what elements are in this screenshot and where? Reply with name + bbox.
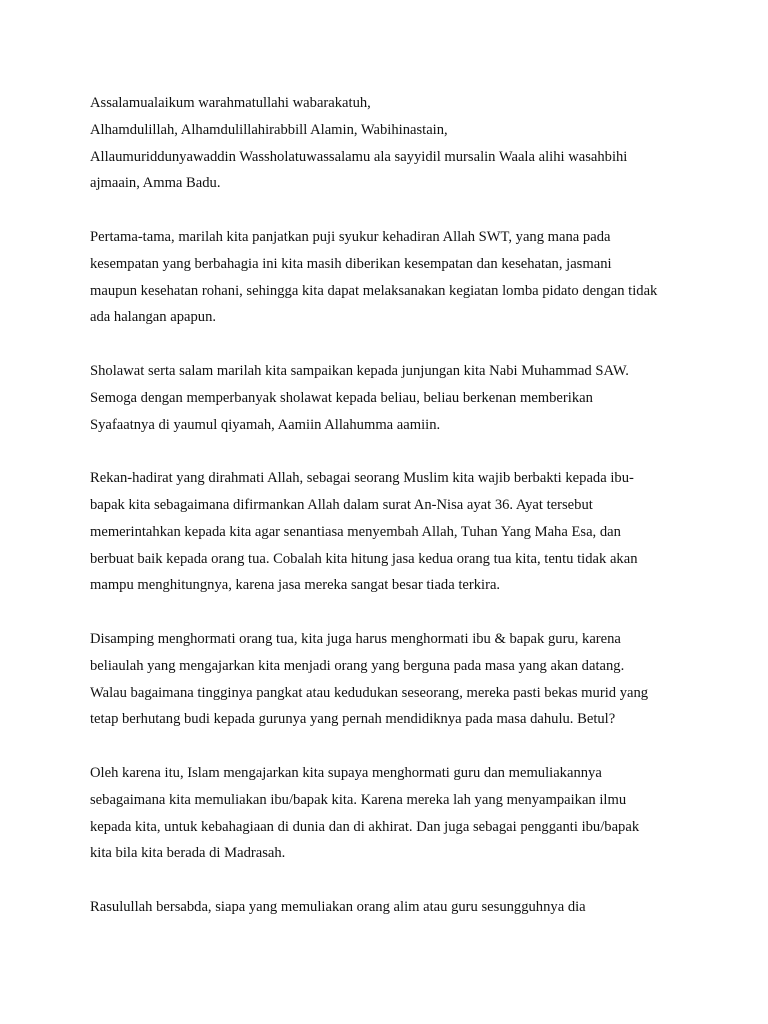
text-line: Semoga dengan memperbanyak sholawat kepada beliau, beliau berkenan memberikan [90,389,593,406]
paragraph-parents [90,465,690,599]
paragraph-islam-teaches [90,760,690,867]
text-line: Oleh karena itu, Islam mengajarkan kita supaya menghormati guru dan memuliakannya [90,764,602,781]
text-line: Rekan-hadirat yang dirahmati Allah, sebagai seorang Muslim kita wajib berbakti kepada ibu- [90,470,634,487]
paragraph-greeting [90,90,690,197]
text-line: Allaumuriddunyawaddin Wassholatuwassalamu ala sayyidil mursalin Waala alihi wasahbihi [90,148,628,165]
text-line: Assalamualaikum warahmatullahi wabarakatuh, [90,95,371,111]
document-page [90,90,690,948]
text-line: Disamping menghormati orang tua, kita juga harus menghormati ibu & bapak guru, karena [90,630,621,647]
text-line: ada halangan apapun. [90,309,217,326]
paragraph-gratitude [90,224,690,331]
text-line: Syafaatnya di yaumul qiyamah, Aamiin Allahumma aamiin. [90,416,441,433]
text-line: mampu menghitungnya, karena jasa mereka sangat besar tiada terkira. [90,577,501,594]
paragraph-teachers [90,626,690,733]
paragraph-rasulullah [90,894,690,921]
text-line: kesempatan yang berbahagia ini kita masih diberikan kesempatan dan kesehatan, jasmani [90,255,612,272]
text-line: Rasulullah bersabda, siapa yang memuliakan orang alim atau guru sesungguhnya dia [90,898,586,915]
paragraph-sholawat [90,358,690,438]
text-line: memerintahkan kepada kita agar senantiasa menyembah Allah, Tuhan Yang Maha Esa, dan [90,523,621,540]
text-line: beliaulah yang mengajarkan kita menjadi orang yang berguna pada masa yang akan datang. [90,657,625,674]
text-line: sebagaimana kita memuliakan ibu/bapak kita. Karena mereka lah yang menyampaikan ilmu [90,791,627,808]
text-line: kepada kita, untuk kebahagiaan di dunia dan di akhirat. Dan juga sebagai pengganti ibu/bapak [90,818,640,835]
text-line: Walau bagaimana tingginya pangkat atau kedudukan seseorang, mereka pasti bekas murid yang [90,684,649,701]
text-line: tetap berhutang budi kepada gurunya yang pernah mendidiknya pada masa dahulu. Betul? [90,711,616,728]
text-line: berbuat baik kepada orang tua. Cobalah kita hitung jasa kedua orang tua kita, tentu tidak akan [90,550,638,567]
text-line: maupun kesehatan rohani, sehingga kita dapat melaksanakan kegiatan lomba pidato dengan tidak [90,282,658,299]
text-line: ajmaain, Amma Badu. [90,175,221,192]
text-line: Sholawat serta salam marilah kita sampaikan kepada junjungan kita Nabi Muhammad SAW. [90,362,629,379]
text-line: bapak kita sebagaimana difirmankan Allah dalam surat An-Nisa ayat 36. Ayat tersebut [90,496,593,513]
text-line: Pertama-tama, marilah kita panjatkan puji syukur kehadiran Allah SWT, yang mana pada [90,228,611,245]
text-line: kita bila kita berada di Madrasah. [90,845,286,862]
text-line: Alhamdulillah, Alhamdulillahirabbill Alamin, Wabihinastain, [90,121,448,138]
